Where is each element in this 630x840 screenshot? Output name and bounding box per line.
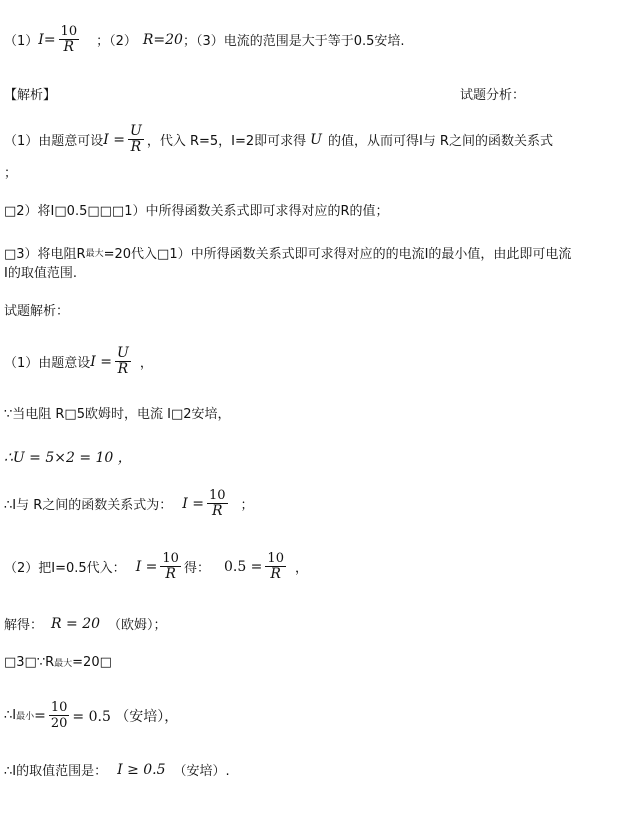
analysis-3-suffix: =20代入□1）中所得函数关系式即可求得对应的的电流I的最小值，由此即可电流 (103, 247, 572, 262)
solution-8-prefix: ∴I (4, 708, 17, 723)
answer-part3: ；（3）电流的范围是大于等于0.5安培. (182, 34, 405, 49)
solution-heading (4, 300, 69, 319)
fraction-denominator: R (270, 566, 281, 582)
fraction-denominator: R (130, 139, 142, 155)
solution-9-prefix: ∴I的取值范围是： (4, 764, 108, 779)
solution-5-prefix: （2）把I=0.5代入： (4, 561, 126, 576)
solution-line-6 (4, 614, 167, 633)
solution-1-prefix: （1）由题意设 (4, 356, 91, 371)
answer-r-value: R=20 (142, 31, 183, 48)
solution-8-subscript: 最小 (16, 712, 35, 722)
solution-5-lhs: I = (135, 558, 158, 575)
fraction-denominator: R (63, 39, 75, 55)
solution-4-lhs: I = (182, 495, 204, 512)
analysis-line-1 (4, 124, 553, 155)
solution-5-suffix: ， (294, 561, 308, 576)
analysis-3-prefix: □3）将电阻R (4, 247, 86, 262)
analysis-2-text: □2）将I□0.5□□□1）中所得函数关系式即可求得对应的R的值； (4, 204, 389, 219)
solution-5-fraction-b (265, 551, 286, 582)
solution-7-prefix: □3□∵R (4, 655, 55, 670)
solution-1-lhs: I = (90, 353, 112, 370)
analysis-line-3 (4, 243, 571, 262)
solution-1-suffix: ， (139, 356, 153, 371)
solution-9-equation: I ≥ 0.5 (117, 761, 166, 778)
fraction-numerator: 10 (267, 551, 284, 566)
solution-7-subscript: 最大 (54, 659, 73, 669)
fraction-numerator: 10 (60, 24, 78, 39)
solution-2-text: ∵当电阻 R□5欧姆时，电流 I□2安培， (4, 407, 231, 422)
solution-3-text: ∴U = 5×2 = 10 ， (4, 450, 132, 466)
solution-4-prefix: ∴I与 R之间的函数关系式为： (4, 498, 173, 513)
solution-7-suffix: =20□ (72, 655, 112, 670)
fraction-numerator: U (130, 123, 142, 139)
answer-fraction (59, 24, 80, 55)
solution-6-prefix: 解得： (4, 618, 44, 633)
fraction-denominator: R (212, 503, 223, 519)
solution-9-suffix: （安培）. (173, 764, 230, 779)
analysis-1-prefix: （1）由题意可设 (4, 134, 104, 149)
solution-line-5 (4, 551, 308, 582)
solution-8-fraction (49, 700, 70, 731)
jiexi-label: 【解析】 (4, 88, 57, 103)
solution-6-suffix: （欧姆）； (108, 618, 167, 633)
analysis-1-lhs: I = (103, 131, 125, 148)
analysis-1-end: ； (4, 166, 18, 181)
solution-line-4 (4, 488, 254, 519)
analysis-1-middle: ，代入 R=5，I=2即可求得 (146, 134, 307, 149)
solution-line-7 (4, 655, 112, 670)
answer-var-i: I (38, 31, 44, 48)
solution-8-eq: = (34, 707, 46, 724)
fraction-denominator: R (165, 566, 176, 582)
solution-line-2 (4, 403, 231, 422)
fraction-numerator: 10 (162, 551, 179, 566)
fenxi-label: 试题分析： (460, 88, 526, 103)
solution-8-suffix: = 0.5 （安培）， (72, 708, 179, 725)
analysis-line-1-end (4, 162, 17, 181)
analysis-line-2 (4, 200, 389, 219)
solution-5-middle: 得： (183, 561, 210, 576)
fraction-denominator: R (117, 361, 129, 377)
analysis-1-fraction (128, 124, 144, 155)
analysis-line-3b (4, 262, 77, 281)
fraction-numerator: U (117, 345, 129, 361)
fraction-numerator: 10 (209, 488, 226, 503)
analysis-3-subscript: 最大 (85, 249, 104, 259)
solution-line-8 (4, 700, 178, 731)
solution-line-9 (4, 760, 230, 779)
fenxi-heading (460, 84, 525, 103)
answer-part2-label: ；（2） (96, 34, 137, 49)
solution-6-equation: R = 20 (51, 615, 101, 632)
analysis-1-u: U (310, 131, 322, 148)
fraction-numerator: 10 (50, 700, 68, 715)
solution-line-3 (4, 447, 132, 467)
solution-4-suffix: ； (240, 498, 254, 513)
fraction-denominator: 20 (50, 716, 68, 731)
jiexi-heading (4, 84, 56, 103)
analysis-3-line2: I的取值范围. (4, 266, 77, 281)
analysis-1-suffix: 的值，从而可得I与 R之间的函数关系式 (327, 134, 553, 149)
solution-5-lhs2: 0.5 = (223, 558, 263, 575)
solution-line-1 (4, 346, 153, 377)
solution-title: 试题解析： (4, 304, 70, 319)
answer-part1-label: （1） (4, 34, 39, 49)
solution-1-fraction (115, 346, 131, 377)
solution-5-fraction-a (160, 551, 181, 582)
solution-4-fraction (207, 488, 228, 519)
answer-eq: = (43, 31, 56, 48)
answer-line (4, 24, 405, 55)
